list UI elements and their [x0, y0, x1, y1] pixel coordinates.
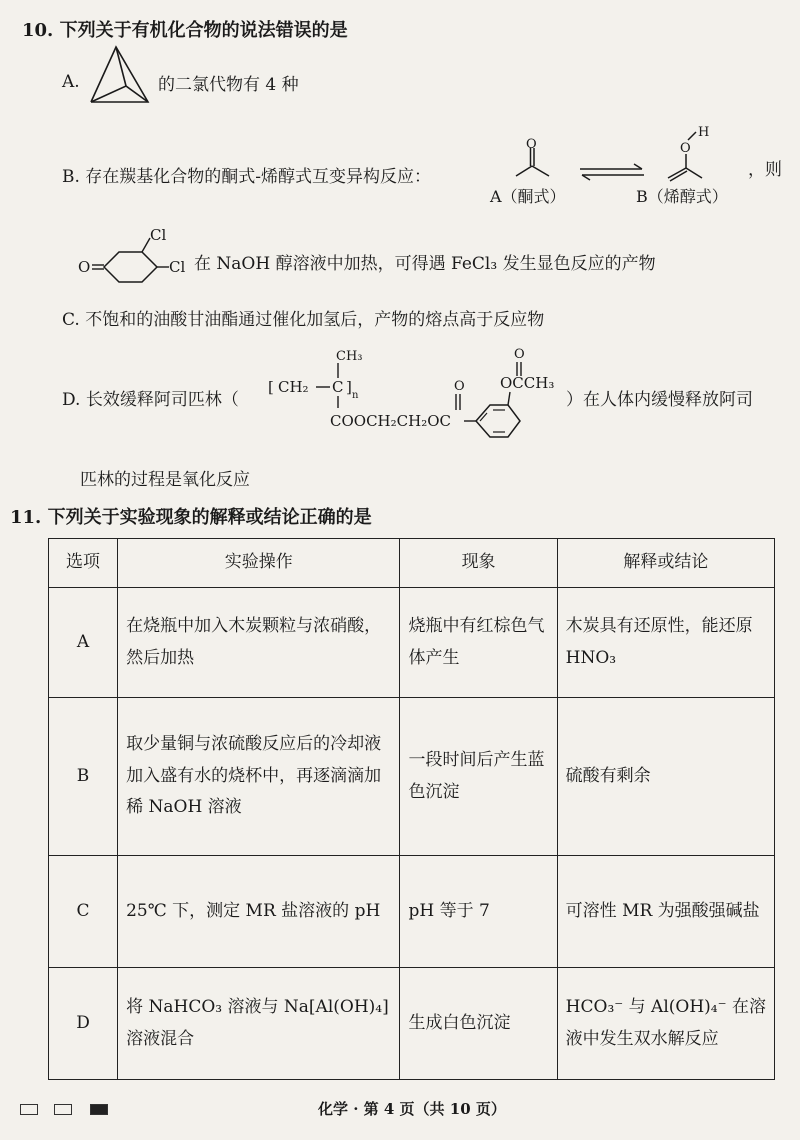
q10-option-a-text: 的二氯代物有 4 种: [158, 75, 299, 95]
bicyclobutane-structure: [88, 42, 153, 106]
page-footer: 化学 · 第 4 页（共 10 页）: [318, 1100, 506, 1118]
backbone-c: C: [332, 378, 344, 396]
row-c-operation: 25℃ 下，测定 MR 盐溶液的 pH: [118, 856, 400, 968]
footer-mark-2: [54, 1104, 72, 1115]
svg-text:]: ]: [346, 378, 352, 396]
row-a-option: A: [49, 588, 118, 698]
row-a-conclusion: 木炭具有还原性，能还原 HNO₃: [557, 588, 774, 698]
table-row: [49, 698, 775, 856]
svg-text:n: n: [352, 390, 359, 401]
q10-option-a-label: A.: [62, 72, 80, 92]
experiment-table: [48, 538, 775, 1080]
chlorine-2: Cl: [169, 258, 186, 276]
backbone-ch2: CH₂: [278, 378, 309, 396]
keto-label: A（酮式）: [490, 187, 566, 206]
q10-option-b-tail: ，则: [748, 160, 782, 180]
equilibrium-arrow-icon: [578, 162, 646, 182]
q10-title: 10. 下列关于有机化合物的说法错误的是: [22, 20, 348, 41]
header-operation: 实验操作: [118, 539, 400, 588]
enol-hydrogen: H: [698, 125, 710, 140]
enol-label: B（烯醇式）: [636, 187, 728, 206]
q10-option-b-text: B. 存在羰基化合物的酮式-烯醇式互变异构反应：: [62, 167, 432, 187]
row-b-phenomenon: 一段时间后产生蓝色沉淀: [400, 698, 557, 856]
long-acting-aspirin-structure: [264, 338, 564, 442]
row-b-conclusion: 硫酸有剩余: [557, 698, 774, 856]
svg-text:[: [: [268, 378, 274, 396]
table-row: [49, 856, 775, 968]
table-header-row: [49, 539, 775, 588]
row-c-option: C: [49, 856, 118, 968]
header-conclusion: 解释或结论: [557, 539, 774, 588]
footer-mark-1: [20, 1104, 38, 1115]
row-c-phenomenon: pH 等于 7: [400, 856, 557, 968]
acetoxy-group: OCCH₃: [500, 374, 555, 392]
q10-option-d-line2: 匹林的过程是氧化反应: [80, 470, 250, 490]
q11-title: 11. 下列关于实验现象的解释或结论正确的是: [10, 507, 372, 528]
row-c-conclusion: 可溶性 MR 为强酸强碱盐: [557, 856, 774, 968]
footer-mark-3: [90, 1104, 108, 1115]
dichlorocyclohexanone-structure: [74, 222, 192, 284]
ester-chain: COOCH₂CH₂OC: [330, 412, 451, 430]
q10-option-c-text: C. 不饱和的油酸甘油酯通过催化加氢后，产物的熔点高于反应物: [62, 310, 545, 330]
acetoxy-carbonyl-oxygen: O: [514, 347, 525, 362]
q10-option-d-suffix: ）在人体内缓慢释放阿司: [566, 390, 753, 410]
header-phenomenon: 现象: [400, 539, 557, 588]
methyl-group: CH₃: [336, 349, 363, 364]
row-b-operation: 取少量铜与浓硫酸反应后的冷却液加入盛有水的烧杯中，再逐滴滴加稀 NaOH 溶液: [118, 698, 400, 856]
ester-carbonyl-oxygen: O: [454, 379, 465, 394]
table-row: [49, 968, 775, 1080]
enol-form-structure: [660, 120, 722, 184]
row-b-option: B: [49, 698, 118, 856]
row-d-conclusion: HCO₃⁻ 与 Al(OH)₄⁻ 在溶液中发生双水解反应: [557, 968, 774, 1080]
enol-oxygen: O: [680, 141, 691, 156]
chlorine-1: Cl: [150, 226, 167, 244]
q10-option-b-line2: 在 NaOH 醇溶液中加热，可得遇 FeCl₃ 发生显色反应的产物: [194, 254, 656, 274]
row-a-phenomenon: 烧瓶中有红棕色气体产生: [400, 588, 557, 698]
table-row: [49, 588, 775, 698]
header-option: 选项: [49, 539, 118, 588]
q10-option-d-prefix: D. 长效缓释阿司匹林（: [62, 390, 239, 410]
row-d-phenomenon: 生成白色沉淀: [400, 968, 557, 1080]
row-a-operation: 在烧瓶中加入木炭颗粒与浓硝酸，然后加热: [118, 588, 400, 698]
row-d-option: D: [49, 968, 118, 1080]
keto-form-structure: [512, 138, 554, 182]
ketone-oxygen: O: [78, 258, 91, 276]
keto-oxygen: O: [526, 138, 537, 152]
row-d-operation: 将 NaHCO₃ 溶液与 Na[Al(OH)₄]溶液混合: [118, 968, 400, 1080]
